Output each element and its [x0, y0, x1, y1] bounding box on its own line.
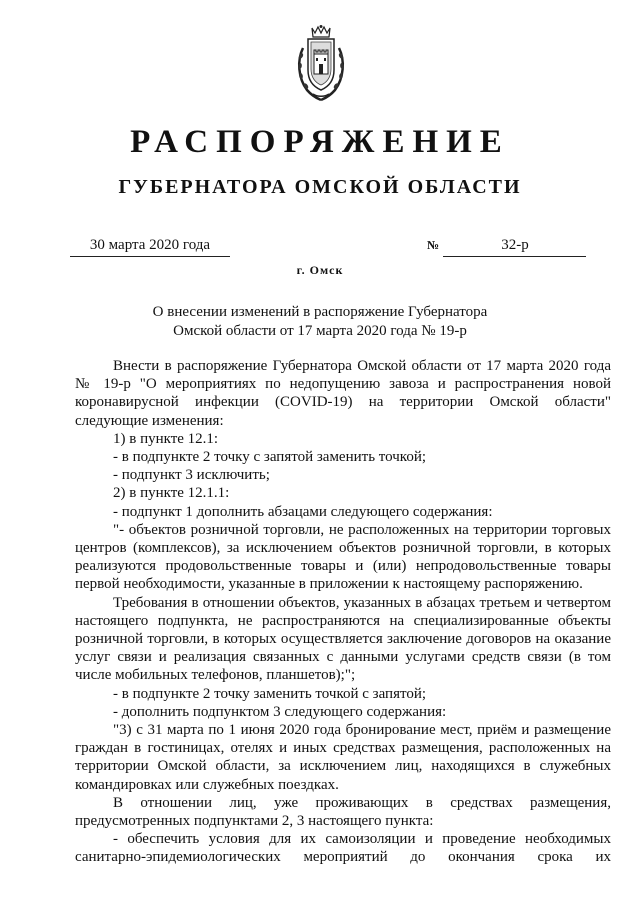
body-paragraph: - в подпункте 2 точку заменить точкой с запятой; — [113, 685, 427, 702]
city: г. Омск — [296, 263, 344, 277]
body-paragraph: - в подпункте 2 точку с запятой заменить точкой; — [113, 449, 427, 466]
document-date: 30 марта 2020 года — [89, 237, 211, 253]
date-underline — [70, 256, 230, 257]
document-subject — [0, 303, 640, 341]
body-paragraph: В отношении лиц, уже проживающих в средствах размещения, предусмотренных подпунктами 2, 3 настоящего пункта: — [75, 794, 611, 830]
body-paragraph: - дополнить подпунктом 3 следующего содержания: — [113, 703, 447, 720]
body-paragraph: 1) в пункте 12.1: — [113, 430, 219, 447]
body-paragraph: Внести в распоряжение Губернатора Омской области от 17 марта 2020 года № 19-р "О мероприятиях по недопущению завоза и распространения новой коронавирусной инфекции (COVID-19) на территории Омской области" следующие изменения: — [75, 358, 611, 429]
subject-line-1: О внесении изменений в распоряжение Губернатора — [152, 304, 488, 320]
body-paragraph: "3) с 31 марта по 1 июня 2020 года бронирование мест, приём и размещение граждан в гостиницах, отелях и иных средствах размещения, расположенных на территории Омской области, за исключением лиц, находящихся в служебных командировках или служебных поездках. — [75, 722, 611, 793]
number-sign: № — [427, 238, 440, 252]
document-body — [75, 357, 611, 867]
document-title: РАСПОРЯЖЕНИЕ — [130, 124, 510, 160]
body-paragraph: Требования в отношении объектов, указанных в абзацах третьем и четвертом настоящего подпункта, не распространяются на специализированные объекты розничной торговли, в которых осуществляется заключение договоров на оказание услуг связи и реализация связанных с данными услугами средств связи (в том числе мобильных телефонов, планшетов);"; — [75, 594, 611, 684]
omsk-coat-of-arms-icon — [293, 24, 349, 102]
subject-line-2: Омской области от 17 марта 2020 года № 19-р — [173, 323, 467, 339]
body-paragraph: - подпункт 1 дополнить абзацами следующего содержания: — [113, 503, 493, 520]
issuer-subtitle: ГУБЕРНАТОРА ОМСКОЙ ОБЛАСТИ — [118, 176, 522, 198]
document-number: 32-р — [501, 237, 529, 253]
number-underline — [443, 256, 586, 257]
body-paragraph: "- объектов розничной торговли, не расположенных на территории торговых центров (комплексов), за исключением объектов розничной торговли, в которых реализуются продовольственные товары и (или) непродовольственные товары первой необходимости, указанные в приложении к настоящему распоряжению. — [75, 521, 611, 593]
body-paragraph: - подпункт 3 исключить; — [113, 467, 270, 484]
body-paragraph: 2) в пункте 12.1.1: — [113, 485, 230, 502]
body-paragraph: - обеспечить условия для их самоизоляции и проведение необходимых санитарно-эпидемиологических мероприятий до окончания срока их — [75, 831, 611, 866]
